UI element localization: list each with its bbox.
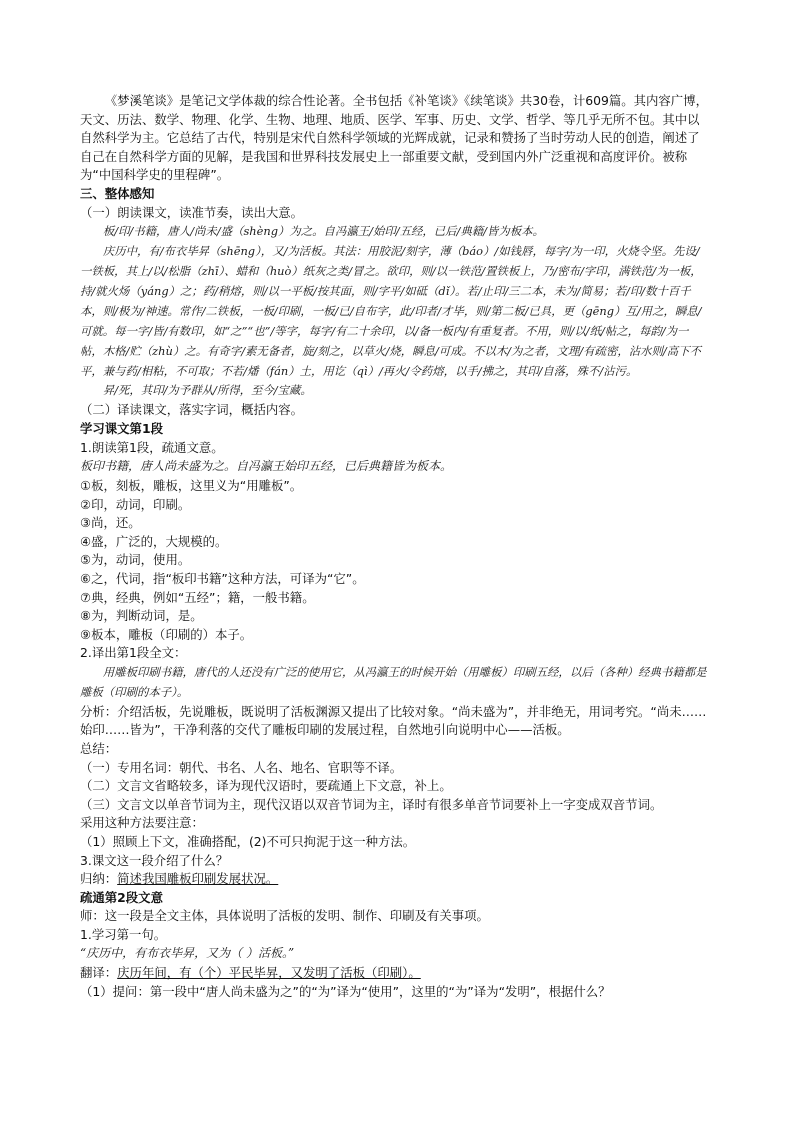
summary-item: （二）文言文省略较多，译为现代汉语时，要疏通上下文意，补上。	[80, 778, 452, 794]
summary-item: （三）文言文以单音节词为主，现代汉语以双音节词为主，译时有很多单音节词要补上一字变成双音节词。	[80, 796, 663, 812]
item-heading: 3.课文这一段介绍了什么？	[80, 852, 229, 868]
question: （1）提问：第一段中“唐人尚未盛为之”的“为”译为“使用”，这里的“为”译为“发明”，根据什么？	[80, 983, 611, 999]
translate-label: 翻译：	[80, 965, 118, 981]
vocab-note: ⑦典，经典，例如“五经”；籍，一般书籍。	[80, 589, 315, 605]
conclusion-text: 简述我国雕板印刷发展状况。	[117, 871, 279, 887]
method-points: （1）照顾上下文，准确搭配，(2)不可只拘泥于这一种方法。	[80, 833, 416, 849]
teacher-note: 师：这一段是全文主体，具体说明了活板的发明、制作、印刷及有关事项。	[80, 908, 489, 924]
classical-text-paragraph: 庆历中，有/布衣毕昇（shēng），又/为活板。其法：用胶泥/刻字，薄（báo）/如钱唇，每字/为一印，火烧令坚。先设/一铁板，其上/以/松脂（zhī）、蜡和（huò）纸灰之类/冒之。欲印，则/以一铁范/置铁板上，乃/密布/字印，满铁范/为一板，持/就火炀（yáng）之；药/稍熔，则/以一平板/按其面，则/字平/如砥（dǐ）。若/止印/三二本，未为/简易；若/印/数十百千本，则/极为/神速。常作/二铁板，一板/印刷，一板/已/自布字，此/印者/才毕，则/第二板/已具，更（gēng）互/用之，瞬息/可就。每一字/皆/有数印，如“之”“也”/等字，每字/有二十余印，以/备一板内/有重复者。不用，则/以/纸/帖之，每韵/为一帖，木格/贮（zhù）之。有奇字/素无备者，旋/刻之，以草火/烧，瞬息/可成。不以木/为之者，文理/有疏密，沾水则/高下不平，兼与药/相粘，不可取；不若/燔（fán）土，用讫（qì）/再火/令药熔，以手/拂之，其印/自落，殊不/沾污。	[80, 244, 702, 378]
vocab-note: ⑨板本，雕板（印刷的）本子。	[80, 626, 253, 642]
item-heading: 1.学习第一句。	[80, 926, 167, 942]
vocab-note: ⑧为，判断动词，是。	[80, 608, 203, 624]
intro-paragraph: 《梦溪笔谈》是笔记文学体裁的综合性论著。全书包括《补笔谈》《续笔谈》共30卷，计609篇。其内容广博，天文、历法、数学、物理、化学、生物、地理、地质、医学、军事、历史、文学、哲学、等几乎无所不包。其中以自然科学为主。它总结了古代，特别是宋代自然科学领域的光辉成就，记录和赞扬了当时劳动人民的创造，阐述了自己在自然科学方面的见解，是我国和世界科技发展史上一部重要文献，受到国内外广泛重视和高度评价。被称为“中国科学史的里程碑”。	[80, 93, 708, 183]
method-note: 采用这种方法要注意：	[80, 815, 204, 831]
vocab-note: ②印，动词，印刷。	[80, 496, 191, 512]
summary-item: （一）专用名词：朝代、书名、人名、地名、官职等不译。	[80, 759, 403, 775]
vocab-note: ①板，刻板，雕板，这里义为“用雕板”。	[80, 478, 303, 493]
item-heading: 1.朗读第1段，疏通文意。	[80, 439, 224, 455]
section-heading: 三、整体感知	[80, 185, 155, 201]
vocab-note: ④盛，广泛的，大规模的。	[80, 533, 228, 549]
vocab-note: ③尚，还。	[80, 515, 141, 531]
classical-text-paragraph: 板/印/书籍，唐人/尚未/盛（shèng）为之。自冯瀛王/始印/五经，已后/典籍/皆为板本。	[102, 224, 544, 239]
conclusion	[80, 870, 710, 889]
quoted-sentence: “庆历中，有布衣毕昇，又为（ ）活板。”	[80, 946, 295, 961]
translation-line	[80, 964, 710, 983]
analysis-paragraph: 分析：介绍活板，先说雕板，既说明了活板渊源又提出了比较对象。“尚未盛为”，并非绝无，用词考究。“尚未……始印……皆为”，干净利落的交代了雕板印刷的发展过程，自然地引向说明中心——活板。	[80, 703, 707, 738]
conclusion-label: 归纳：	[80, 871, 118, 887]
classical-text-paragraph: 昇/死，其印/为予群从/所得，至今/宝藏。	[102, 383, 312, 398]
study-heading: 学习课文第1段	[80, 420, 163, 436]
source-sentence: 板印书籍，唐人尚未盛为之。自冯瀛王始印五经，已后典籍皆为板本。	[80, 459, 453, 474]
summary-heading: 总结：	[80, 740, 118, 756]
vocab-note: ⑤为，动词，使用。	[80, 552, 191, 568]
part-heading: （二）译读课文，落实字词，概括内容。	[80, 402, 304, 418]
translate-text: 庆历年间，有（个）平民毕昇，又发明了活板（印刷）。	[117, 965, 421, 981]
translation-paragraph: 用雕板印刷书籍，唐代的人还没有广泛的使用它，从冯瀛王的时候开始（用雕板）印刷五经，以后（各种）经典书籍都是雕板（印刷的本子）。	[80, 664, 707, 699]
item-heading: 2.译出第1段全文：	[80, 645, 187, 661]
part-heading: （一）朗读课文，读准节奏，读出大意。	[80, 204, 304, 220]
vocab-note: ⑥之，代词，指“板印书籍”这种方法，可译为“它”。	[80, 570, 365, 586]
study-heading: 疏通第2段文意	[80, 889, 163, 905]
